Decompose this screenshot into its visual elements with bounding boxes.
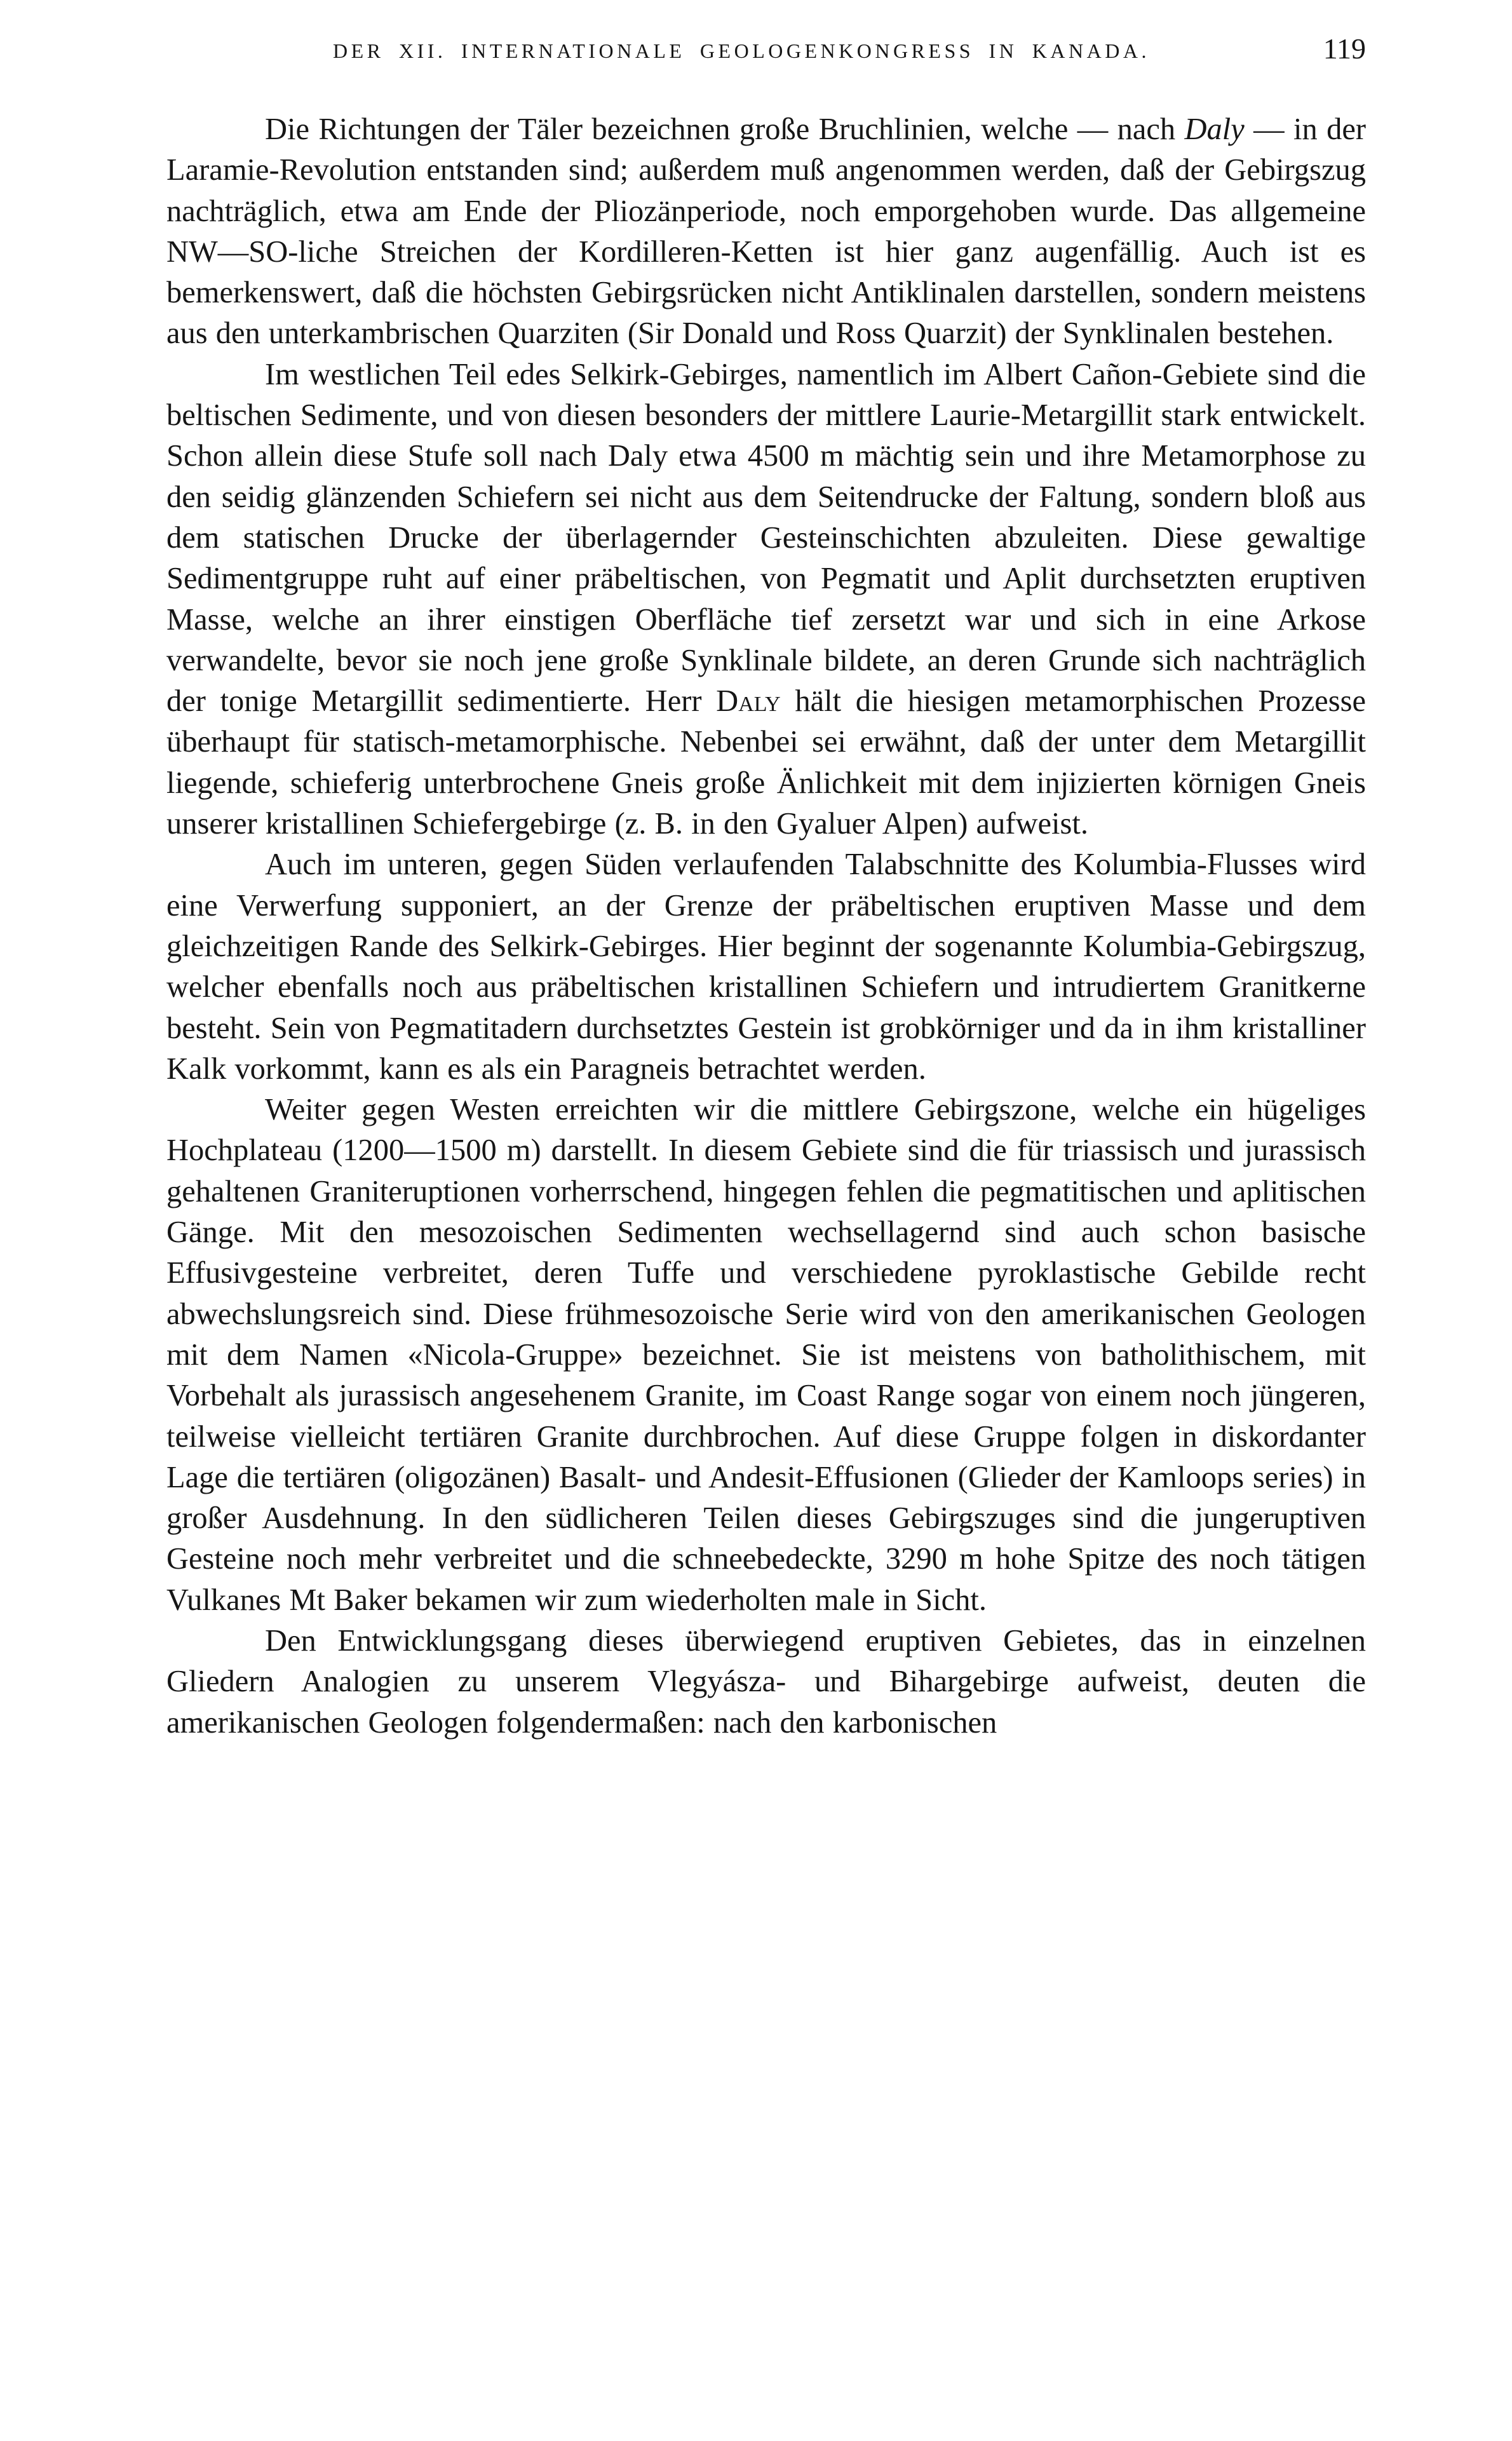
- body-text: [166, 109, 1366, 1743]
- text-segment: hält die hiesigen metamorphischen Prozesse überhaupt für statisch-metamorphische. Nebenbei sei erwähnt, daß der unter dem Metargillit liegende, schieferig unterbrochene Gneis große Änlichkeit mit dem injizierten körnigen Gneis unserer kristallinen Schiefergebirge (z. B. in den Gyaluer Alpen) aufweist.: [166, 684, 1366, 841]
- text-segment: Die Richtungen der Täler bezeichnen große Bruchlinien, welche — nach: [265, 112, 1185, 146]
- paragraph: [166, 1090, 1366, 1621]
- text-segment: Weiter gegen Westen erreichten wir die mittlere Gebirgszone, welche ein hügeliges Hochplateau (1200—1500 m) darstellt. In diesem Gebiete sind die für triassisch und jurassisch gehaltenen Graniteruptionen vorherrschend, hingegen fehlen die pegmatitischen und aplitischen Gänge. Mit den mesozoischen Sedimenten wechsellagernd sind auch schon basische Effusivgesteine verbreitet, deren Tuffe und verschiedene pyroklastische Gebilde recht abwechslungsreich sind. Diese frühmesozoische Serie wird von den amerikanischen Geologen mit dem Namen «Nicola-Gruppe» bezeichnet. Sie ist meistens von batholithischem, mit Vorbehalt als jurassisch angesehenem Granite, im Coast Range sogar von einem noch jüngeren, teilweise vielleicht tertiären Granite durchbrochen. Auf diese Gruppe folgen in diskordanter Lage die tertiären (oligozänen) Basalt- und Andesit-Effusionen (Glieder der Kamloops series) in großer Ausdehnung. In den südlicheren Teilen dieses Gebirgszuges sind die jungeruptiven Gesteine noch mehr verbreitet und die schneebedeckte, 3290 m hohe Spitze des noch tätigen Vulkanes Mt Baker bekamen wir zum wiederholten male in Sicht.: [166, 1093, 1366, 1617]
- running-title: DER XII. INTERNATIONALE GEOLOGENKONGRESS IN KANADA.: [333, 39, 1150, 62]
- author-name-italic: Daly: [1184, 112, 1245, 146]
- author-name-smallcaps: Daly: [716, 684, 781, 719]
- text-segment: — in der Laramie-Revolution entstanden sind; außerdem muß angenommen werden, daß der Gebirgszug nachträglich, etwa am Ende der Pliozänperiode, noch emporgehoben wurde. Das allgemeine NW—SO-liche Streichen der Kordilleren-Ketten ist hier ganz augenfällig. Auch ist es bemerkenswert, daß die höchsten Gebirgsrücken nicht Antiklinalen darstellen, sondern meistens aus den unterkambrischen Quarziten (Sir Donald und Ross Quarzit) der Synklinalen bestehen.: [166, 112, 1366, 351]
- paragraph: [166, 1621, 1366, 1743]
- text-segment: Im westlichen Teil edes Selkirk-Gebirges, namentlich im Albert Cañon-Gebiete sind die beltischen Sedimente, und von diesen besonders der mittlere Laurie-Metargillit stark entwickelt. Schon allein diese Stufe soll nach Daly etwa 4500 m mächtig sein und ihre Metamorphose zu den seidig glänzenden Schiefern sei nicht aus dem Seitendrucke der Faltung, sondern bloß aus dem statischen Drucke der überlagernder Gesteinschichten abzuleiten. Diese gewaltige Sedimentgruppe ruht auf einer präbeltischen, von Pegmatit und Aplit durchsetzten eruptiven Masse, welche an ihrer einstigen Oberfläche tief zersetzt war und sich in eine Arkose verwandelte, bevor sie noch jene große Synklinale bildete, an deren Grunde sich nachträglich der tonige Metargillit sedimentierte. Herr: [166, 357, 1366, 719]
- paragraph: [166, 109, 1366, 355]
- running-header: [166, 25, 1366, 76]
- document-page: [166, 25, 1366, 1743]
- text-segment: Auch im unteren, gegen Süden verlaufenden Talabschnitte des Kolumbia-Flusses wird eine Verwerfung supponiert, an der Grenze der präbeltischen eruptiven Masse und dem gleichzeitigen Rande des Selkirk-Gebirges. Hier beginnt der sogenannte Kolumbia-Gebirgszug, welcher ebenfalls noch aus präbeltischen kristallinen Schiefern und intrudiertem Granitkerne besteht. Sein von Pegmatitadern durchsetztes Gestein ist grobkörniger und da in ihm kristalliner Kalk vorkommt, kann es als ein Paragneis betrachtet werden.: [166, 848, 1366, 1086]
- paragraph: [166, 844, 1366, 1090]
- text-segment: Den Entwicklungsgang dieses überwiegend eruptiven Gebietes, das in einzelnen Gliedern Analogien zu unserem Vlegyásza- und Bihargebirge aufweist, deuten die amerikanischen Geologen folgendermaßen: nach den karbonischen: [166, 1623, 1366, 1740]
- paragraph: [166, 355, 1366, 845]
- page-number: 119: [1323, 32, 1366, 65]
